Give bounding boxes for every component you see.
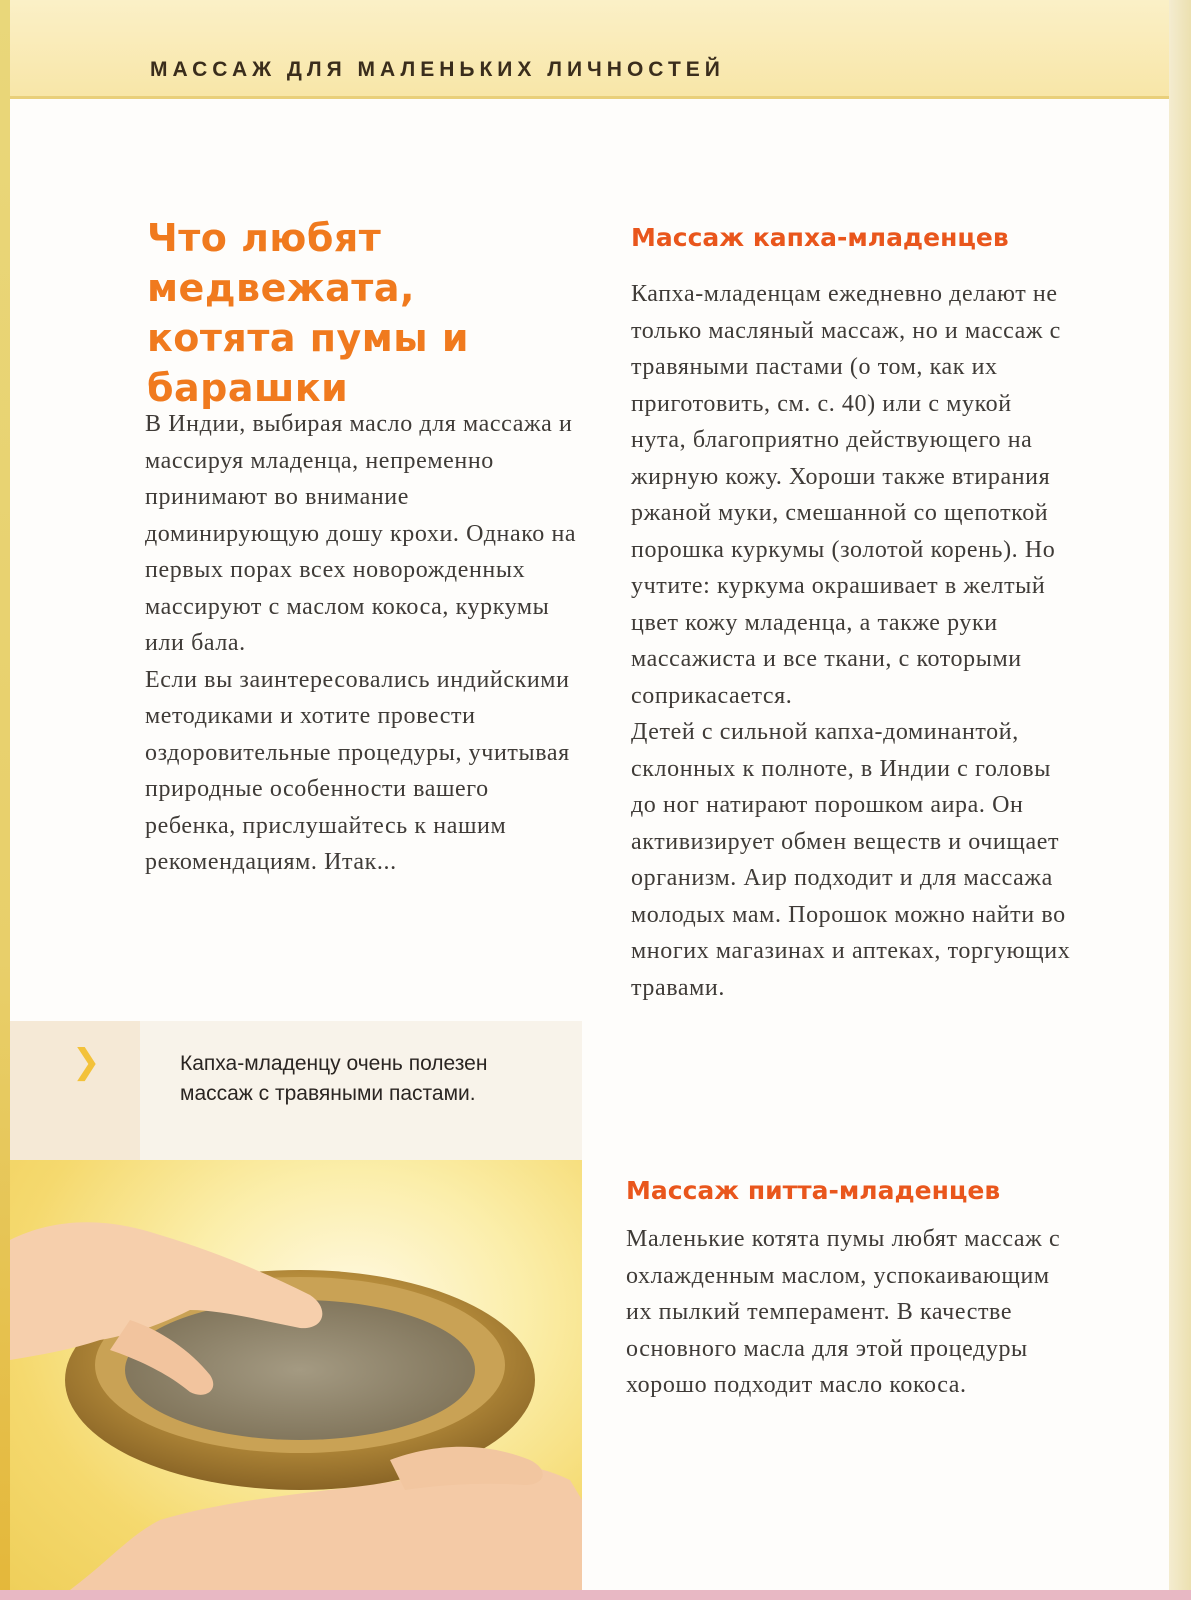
pitta-section <box>626 1221 1066 1404</box>
kapha-section <box>631 276 1071 1006</box>
pitta-paragraph-1: Маленькие котята пумы любят массаж с охлажденным маслом, успокаивающим их пылкий темперамент. В качестве основного масла для этой процедуры хорошо подходит масло кокоса. <box>626 1226 1061 1398</box>
photo-hand-bowl <box>10 1160 582 1590</box>
left-edge-stripe <box>0 0 10 1600</box>
running-title: МАССАЖ ДЛЯ МАЛЕНЬКИХ ЛИЧНОСТЕЙ <box>150 58 725 81</box>
kapha-paragraph-1: Капха-младенцам ежедневно делают не только масляный массаж, но и массаж с травяными пастами (о том, как их приготовить, см. с. 40) или с мукой нута, благоприятно действующего на жирную кожу. Хороши также втирания ржаной муки, смешанной со щепоткой порошка куркумы (золотой корень). Но учтите: куркума окрашивает в желтый цвет кожу младенца, а также руки массажиста и все ткани, с которыми соприкасается. <box>631 281 1061 709</box>
kapha-paragraph-2: Детей с сильной капха-доминантой, склонных к полноте, в Индии с головы до ног натирают порошком аира. Он активизирует обмен веществ и очищает организм. Аир подходит и для массажа молодых мам. Порошок можно найти во многих магазинах и аптеках, торгующих травами. <box>631 719 1071 1001</box>
bottom-edge-stripe <box>0 1590 1191 1600</box>
right-edge-stripe <box>1169 0 1191 1600</box>
intro-section <box>145 406 585 881</box>
chevron-right-icon: ❯ <box>72 1042 101 1082</box>
kapha-heading: Массаж капха-младенцев <box>631 223 1009 252</box>
intro-paragraph-1: В Индии, выбирая масло для массажа и массируя младенца, непременно принимают во внимание доминирующую дошу крохи. Однако на первых порах всех новорожденных массируют с маслом кокоса, куркумы или бала. <box>145 411 577 656</box>
page-title: Что любят медвежата, котята пумы и барашки <box>147 216 470 410</box>
intro-paragraph-2: Если вы заинтересовались индийскими методиками и хотите провести оздоровительные процедуры, учитывая природные особенности вашего ребенка, прислушайтесь к нашим рекомендациям. Итак... <box>145 666 570 875</box>
pitta-heading: Массаж питта-младенцев <box>626 1176 1001 1205</box>
tip-text: Капха-младенцу очень полезен массаж с травяными пастами. <box>180 1052 488 1105</box>
hand-bowl-illustration <box>10 1160 582 1590</box>
header-band <box>10 0 1169 99</box>
